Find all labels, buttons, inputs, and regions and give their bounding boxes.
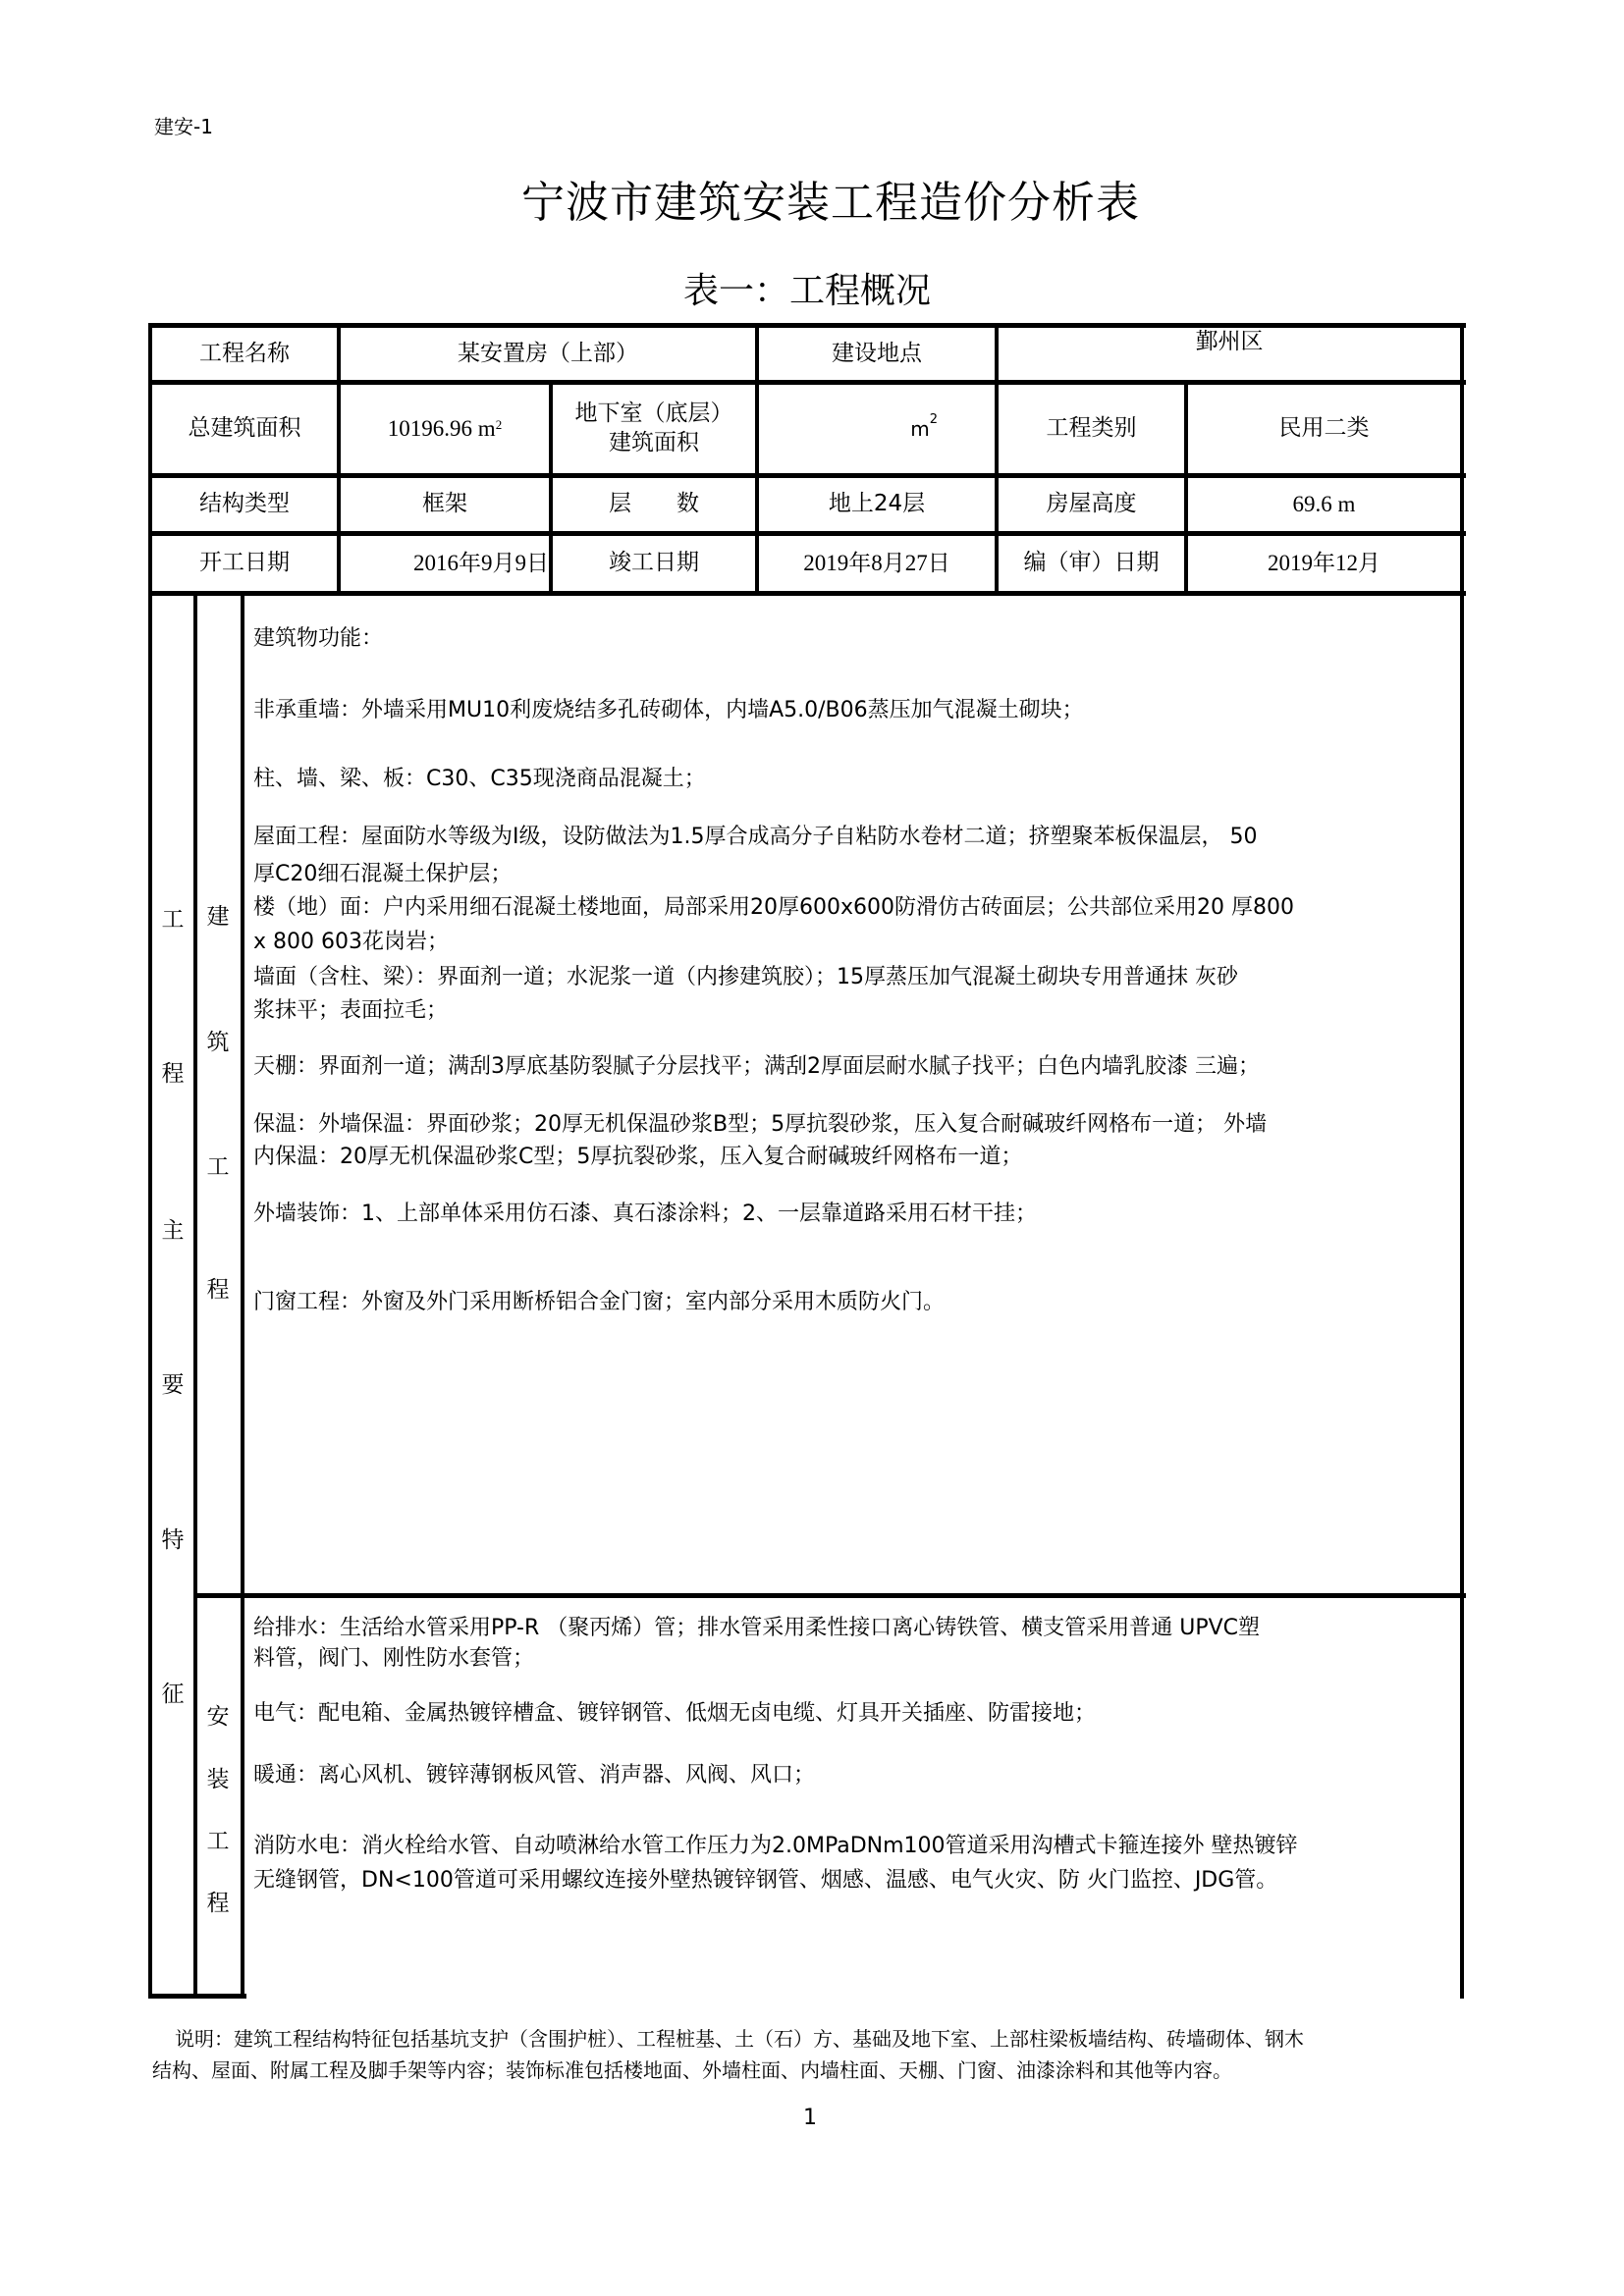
features-label-char: 要: [161, 1372, 185, 1398]
location-label: 建设地点: [832, 340, 922, 366]
features-label-char: 特: [161, 1527, 185, 1553]
document-code: 建安-1: [154, 115, 213, 138]
building-feature-line: 门窗工程：外窗及外门采用断桥铝合金门窗；室内部分采用木质防火门。: [253, 1290, 946, 1314]
total-area-label: 总建筑面积: [188, 415, 301, 442]
height-value: 69.6 m: [1292, 492, 1356, 517]
page-number: 1: [803, 2106, 817, 2130]
installation-feature-line: 给排水：生活给水管采用PP-R （聚丙烯）管；排水管采用柔性接口离心铸铁管、横支管采用普通 UPVC塑: [253, 1616, 1261, 1640]
building-feature-line: 建筑物功能：: [253, 626, 384, 651]
compile-date-value: 2019年12月: [1268, 551, 1380, 576]
installation-label-char: 安: [206, 1704, 230, 1730]
building-label-char: 工: [206, 1154, 230, 1180]
floors-label: 层 数: [609, 491, 699, 517]
building-label-char: 建: [206, 904, 230, 930]
basement-area-unit: m: [910, 417, 930, 441]
note-line-2: 结构、屋面、附属工程及脚手架等内容；装饰标准包括楼地面、外墙柱面、内墙柱面、天棚、门窗、油漆涂料和其他等内容。: [152, 2058, 1232, 2082]
installation-feature-line: 消防水电：消火栓给水管、自动喷淋给水管工作压力为2.0MPaDNm100管道采用沟槽式卡箍连接外 壁热镀锌: [253, 1834, 1298, 1858]
installation-feature-line: 暖通：离心风机、镀锌薄钢板风管、消声器、风阀、风口；: [253, 1763, 816, 1788]
project-type-label: 工程类别: [1046, 415, 1137, 442]
features-label-char: 工: [161, 907, 185, 933]
basement-area-label-line2: 建筑面积: [609, 430, 699, 455]
features-label-char: 主: [161, 1218, 185, 1244]
table-border-right: [1460, 323, 1464, 1999]
col-divider: [241, 591, 244, 1999]
project-type-value: 民用二类: [1278, 415, 1370, 442]
structure-label: 结构类型: [199, 491, 290, 517]
basement-area-label-line1: 地下室（底层）: [574, 400, 733, 427]
installation-label-char: 装: [206, 1767, 230, 1792]
building-feature-line: 楼（地）面：户内采用细石混凝土楼地面，局部采用20厚600x600防滑仿古砖面层；公共部位采用20 厚800: [253, 895, 1294, 920]
features-label-char: 程: [161, 1061, 185, 1087]
total-area-number: 10196.96 m: [387, 416, 496, 442]
building-feature-line: 浆抹平；表面拉毛；: [253, 998, 449, 1023]
project-name-value: 某安置房（上部）: [458, 340, 638, 366]
building-feature-line: 墙面（含柱、梁）：界面剂一道；水泥浆一道（内掺建筑胶）；15厚蒸压加气混凝土砌块专用普通抹 灰砂: [253, 965, 1238, 989]
installation-feature-line: 无缝钢管，DN<100管道可采用螺纹连接外壁热镀锌钢管、烟感、温感、电气火灾、防 火门监控、JDG管。: [253, 1868, 1278, 1893]
building-feature-line: 内保温：20厚无机保温砂浆C型；5厚抗裂砂浆，压入复合耐碱玻纤网格布一道；: [253, 1145, 1023, 1169]
completion-date-label: 竣工日期: [609, 550, 699, 576]
area-unit-superscript: 2: [495, 416, 503, 432]
project-name-label: 工程名称: [199, 340, 290, 366]
installation-feature-line: 料管，阀门、刚性防水套管；: [253, 1646, 535, 1671]
start-date-value: 2016年9月9日: [413, 551, 549, 576]
building-feature-line: x 800 603花岗岩；: [253, 930, 449, 954]
table-border-bottom: [148, 1994, 246, 1999]
structure-value: 框架: [422, 491, 467, 517]
basement-area-value: [759, 385, 995, 473]
features-label-char: 征: [161, 1682, 185, 1707]
installation-label-char: 程: [206, 1891, 230, 1916]
height-label: 房屋高度: [1046, 491, 1137, 517]
location-value: 鄞州区: [1195, 329, 1264, 355]
compile-date-label: 编（审）日期: [1023, 550, 1160, 576]
page-title: 宁波市建筑安装工程造价分析表: [521, 178, 1140, 228]
building-feature-line: 天棚：界面剂一道；满刮3厚底基防裂腻子分层找平；满刮2厚面层耐水腻子找平；白色内墙乳胶漆 三遍；: [253, 1054, 1260, 1079]
completion-date-value: 2019年8月27日: [803, 551, 950, 576]
table-subtitle: 表一：工程概况: [682, 271, 931, 311]
floors-value: 地上24层: [828, 491, 926, 517]
building-feature-line: 外墙装饰：1、上部单体采用仿石漆、真石漆涂料；2、一层靠道路采用石材干挂；: [253, 1201, 1037, 1226]
building-label-char: 程: [206, 1277, 230, 1303]
start-date-label: 开工日期: [199, 550, 290, 576]
building-feature-line: 保温：外墙保温：界面砂浆；20厚无机保温砂浆B型；5厚抗裂砂浆，压入复合耐碱玻纤网格布一道； 外墙: [253, 1112, 1268, 1137]
row-divider: [148, 591, 1466, 596]
building-feature-line: 非承重墙：外墙采用MU10利废烧结多孔砖砌体，内墙A5.0/B06蒸压加气混凝土砌块；: [253, 698, 1084, 722]
total-area-value: [341, 385, 549, 473]
note-line-1: 说明：建筑工程结构特征包括基坑支护（含围护桩）、工程桩基、土（石）方、基础及地下室、上部柱梁板墙结构、砖墙砌体、钢木: [175, 2027, 1304, 2051]
building-label-char: 筑: [206, 1030, 230, 1055]
building-feature-line: 柱、墙、梁、板：C30、C35现浇商品混凝土；: [253, 767, 706, 791]
section-divider: [195, 1593, 1466, 1598]
area-unit-superscript: 2: [929, 412, 938, 427]
building-feature-line: 屋面工程：屋面防水等级为I级，设防做法为1.5厚合成高分子自粘防水卷材二道；挤塑聚苯板保温层， 50: [253, 825, 1258, 849]
installation-label-char: 工: [206, 1829, 230, 1854]
installation-feature-line: 电气：配电箱、金属热镀锌槽盒、镀锌钢管、低烟无卤电缆、灯具开关插座、防雷接地；: [253, 1701, 1097, 1726]
building-feature-line: 厚C20细石混凝土保护层；: [253, 862, 513, 886]
basement-area-label: [553, 385, 755, 473]
